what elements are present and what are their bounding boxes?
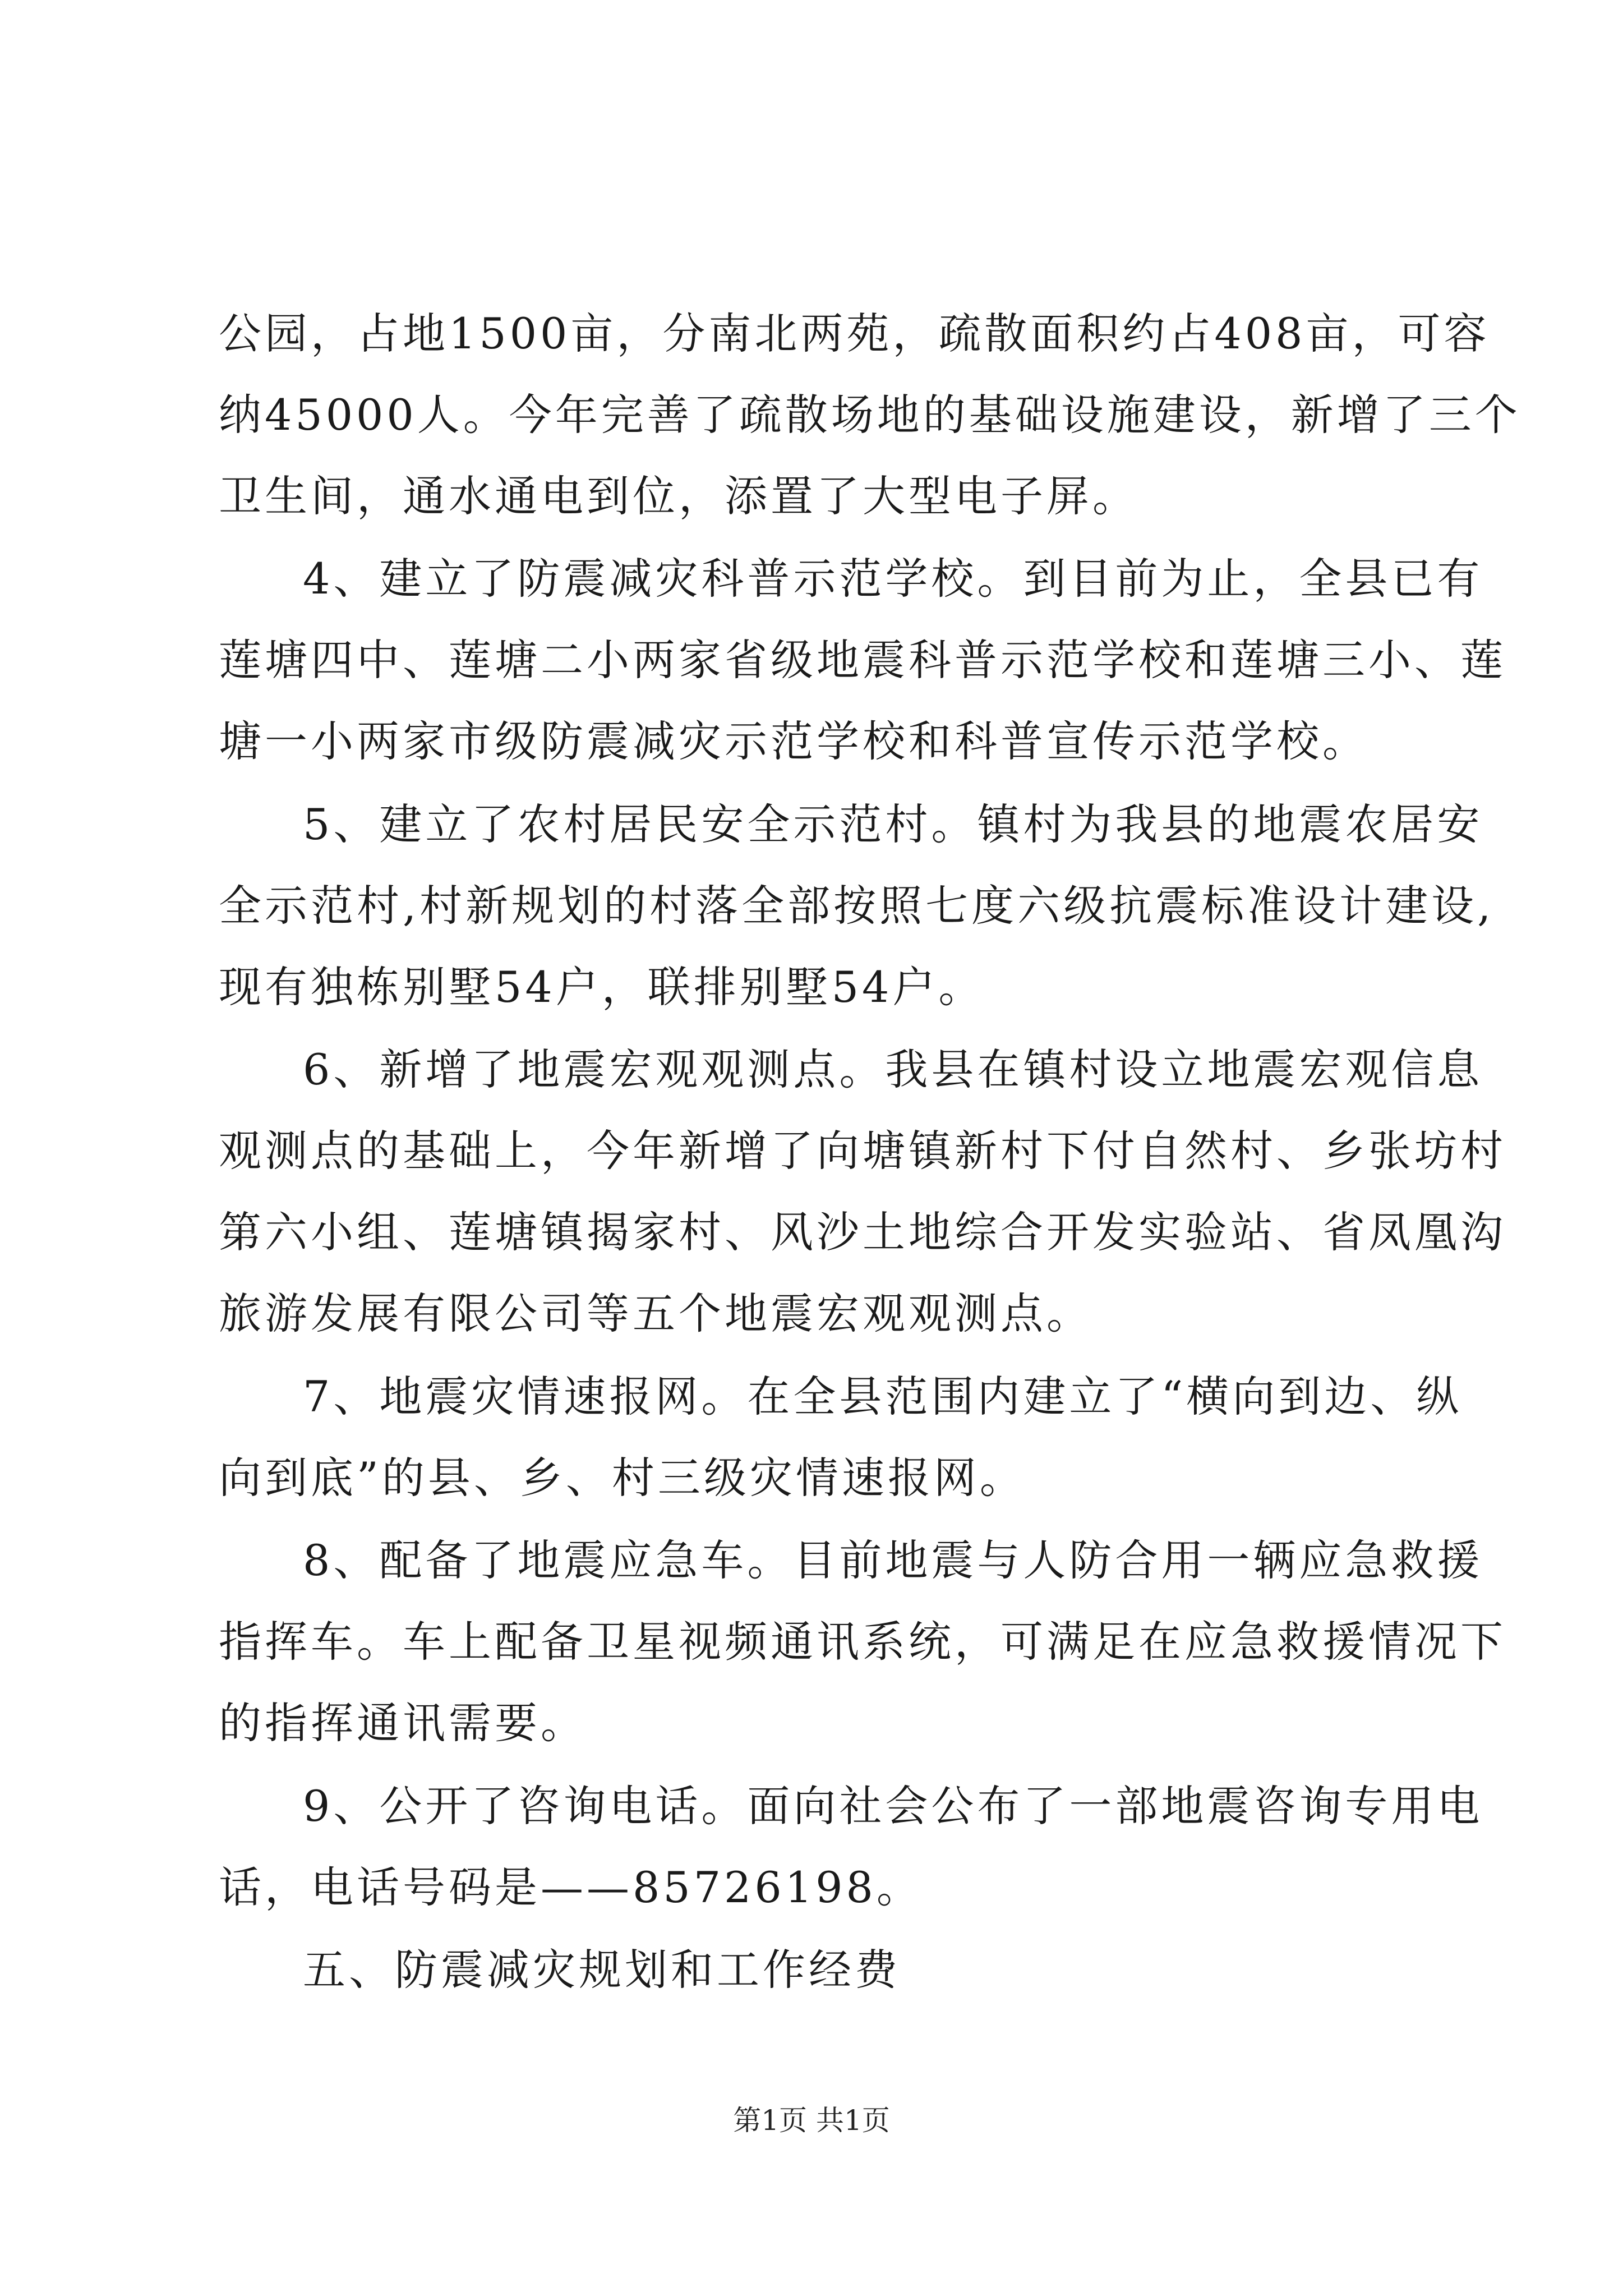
- paragraph-item-4-start: 4、建立了防震减灾科普示范学校。到目前为止，全县已有: [303, 554, 1483, 604]
- text-line: 现有独栋别墅54户，联排别墅54户。: [219, 962, 985, 1012]
- paragraph-item-8-start: 8、配备了地震应急车。目前地震与人防合用一辆应急救援: [303, 1535, 1483, 1585]
- text-line: 旅游发展有限公司等五个地震宏观观测点。: [219, 1289, 1092, 1338]
- paragraph-item-5-start: 5、建立了农村居民安全示范村。镇村为我县的地震农居安: [303, 799, 1483, 849]
- text-line: 全示范村,村新规划的村落全部按照七度六级抗震标准设计建设,: [219, 881, 1495, 931]
- text-line: 向到底”的县、乡、村三级灾情速报网。: [219, 1453, 1026, 1503]
- paragraph-item-6-start: 6、新增了地震宏观观测点。我县在镇村设立地震宏观信息: [303, 1045, 1483, 1094]
- text-line: 卫生间，通水通电到位，添置了大型电子屏。: [219, 471, 1138, 521]
- text-line: 的指挥通讯需要。: [219, 1698, 587, 1748]
- paragraph-item-9-start: 9、公开了咨询电话。面向社会公布了一部地震咨询专用电: [303, 1781, 1483, 1831]
- page-footer: 第1页 共1页: [733, 2104, 890, 2137]
- section-heading: 五、防震减灾规划和工作经费: [303, 1945, 901, 1995]
- text-line: 指挥车。车上配备卫星视频通讯系统，可满足在应急救援情况下: [219, 1617, 1506, 1667]
- text-line: 公园，占地1500亩，分南北两苑，疏散面积约占408亩，可容: [219, 309, 1490, 358]
- text-line: 塘一小两家市级防震减灾示范学校和科普宣传示范学校。: [219, 716, 1368, 766]
- text-line: 纳45000人。今年完善了疏散场地的基础设施建设，新增了三个: [219, 390, 1521, 440]
- text-line: 观测点的基础上，今年新增了向塘镇新村下付自然村、乡张坊村: [219, 1126, 1506, 1176]
- paragraph-item-7-start: 7、地震灾情速报网。在全县范围内建立了“横向到边、纵: [303, 1372, 1463, 1421]
- text-line: 莲塘四中、莲塘二小两家省级地震科普示范学校和莲塘三小、莲: [219, 635, 1506, 685]
- text-line: 第六小组、莲塘镇揭家村、风沙土地综合开发实验站、省凤凰沟: [219, 1207, 1506, 1257]
- text-line: 话，电话号码是——85726198。: [219, 1862, 923, 1912]
